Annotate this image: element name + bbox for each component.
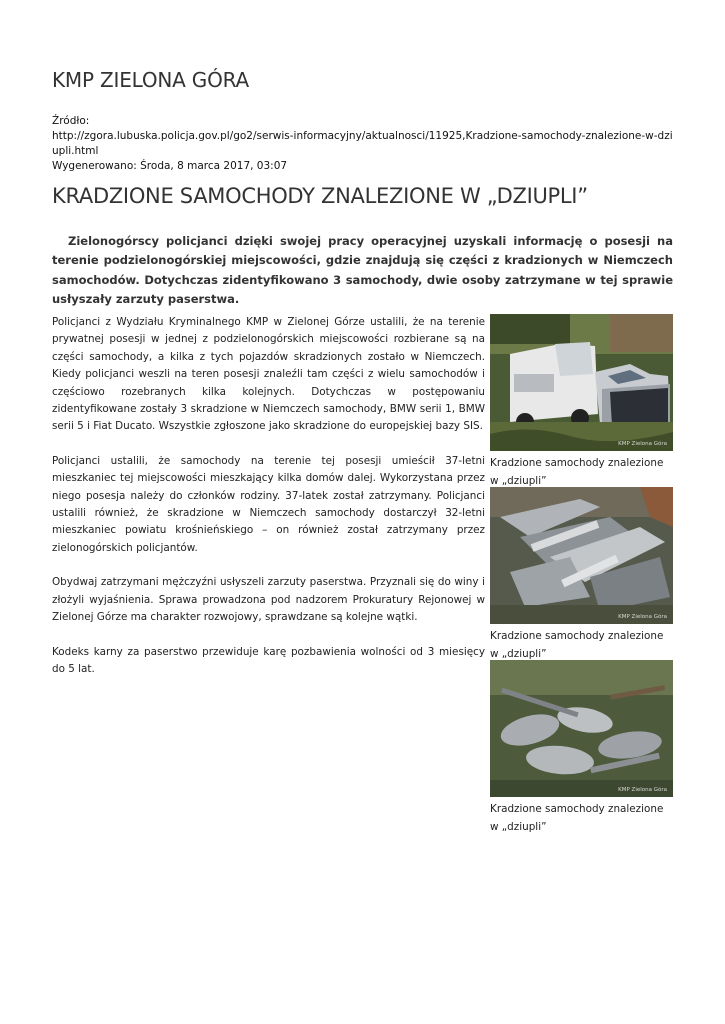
photo-figure (490, 314, 673, 487)
article-paragraph: Policjanci z Wydziału Kryminalnego KMP w Zielonej Górze ustalili, że na terenie prywatnej posesji w jednej z podzielonogórskich miejscowości rozbierane są na części samochody, a kilka z tych pojazdów skradzionych zostało w Niemczech. Kiedy policjanci weszli na teren posesji znaleźli tam części z wielu samochodów i częściowo rozebranych kilka kolejnych. Dotychczas w postępowaniu zidentyfikowane zostały 3 skradzione w Niemczech samochody, BMW serii 1, BMW serii 5 i Fiat Ducato. Wszystkie zgłoszone jako skradzione do europejskiej bazy SIS. (52, 316, 485, 433)
photo-caption: Kradzione samochody znalezione w „dziupli” (490, 457, 664, 487)
photo-parts[interactable] (490, 487, 673, 624)
site-title: KMP ZIELONA GÓRA (52, 68, 250, 92)
article-paragraph: Kodeks karny za paserstwo przewiduje karę pozbawienia wolności od 3 miesięcy do 5 lat. (52, 645, 485, 675)
source-meta (52, 114, 673, 174)
photo-exhausts[interactable] (490, 660, 673, 797)
photo-watermark: KMP Zielona Góra (618, 441, 667, 447)
article-paragraph: Policjanci ustalili, że samochody na terenie tej posesji umieścił 37-letni mieszkaniec tej miejscowości mieszkający kilka domów dalej. Wykorzystana przez niego posesja należy do członków rodziny. 37-latek został zatrzymany. Policjanci ustalili również, że skradzione w Niemczech samochody dostarczył 32-letni mieszkaniec powiatu krośnieńskiego – on również został zatrzymany przez zielonogórskich policjantów. (52, 454, 485, 554)
article-title: KRADZIONE SAMOCHODY ZNALEZIONE W „DZIUPLI” (52, 184, 588, 208)
photo-figure (490, 660, 673, 833)
article-body (52, 314, 485, 695)
photo-caption: Kradzione samochody znalezione w „dziupli” (490, 803, 664, 833)
generated-date: Wygenerowano: Środa, 8 marca 2017, 03:07 (52, 160, 288, 172)
photo-vans[interactable] (490, 314, 673, 451)
photo-watermark: KMP Zielona Góra (618, 787, 667, 793)
source-url[interactable]: http://zgora.lubuska.policja.gov.pl/go2/serwis-informacyjny/aktualnosci/11925,Kradzione-samochody-znalezione-w-dziupli.html (52, 130, 673, 157)
photo-watermark: KMP Zielona Góra (618, 614, 667, 620)
photo-gallery (490, 314, 673, 833)
photo-figure (490, 487, 673, 660)
article-paragraph: Obydwaj zatrzymani mężczyźni usłyszeli zarzuty paserstwa. Przyznali się do winy i złożyli wyjaśnienia. Sprawa prowadzona pod nadzorem Prokuratury Rejonowej w Zielonej Górze ma charakter rozwojowy, sprawdzane są kolejne wątki. (52, 576, 485, 624)
source-label: Źródło: (52, 115, 90, 127)
photo-caption: Kradzione samochody znalezione w „dziupli” (490, 630, 664, 660)
article-lead: Zielonogórscy policjanci dzięki swojej pracy operacyjnej uzyskali informację o posesji na terenie podzielonogórskiej miejscowości, gdzie znajdują się części z kradzionych w Niemczech samochodów. Dotychczas zidentyfikowano 3 samochody, dwie osoby zatrzymane w tej sprawie usłyszały zarzuty paserstwa. (52, 234, 673, 306)
